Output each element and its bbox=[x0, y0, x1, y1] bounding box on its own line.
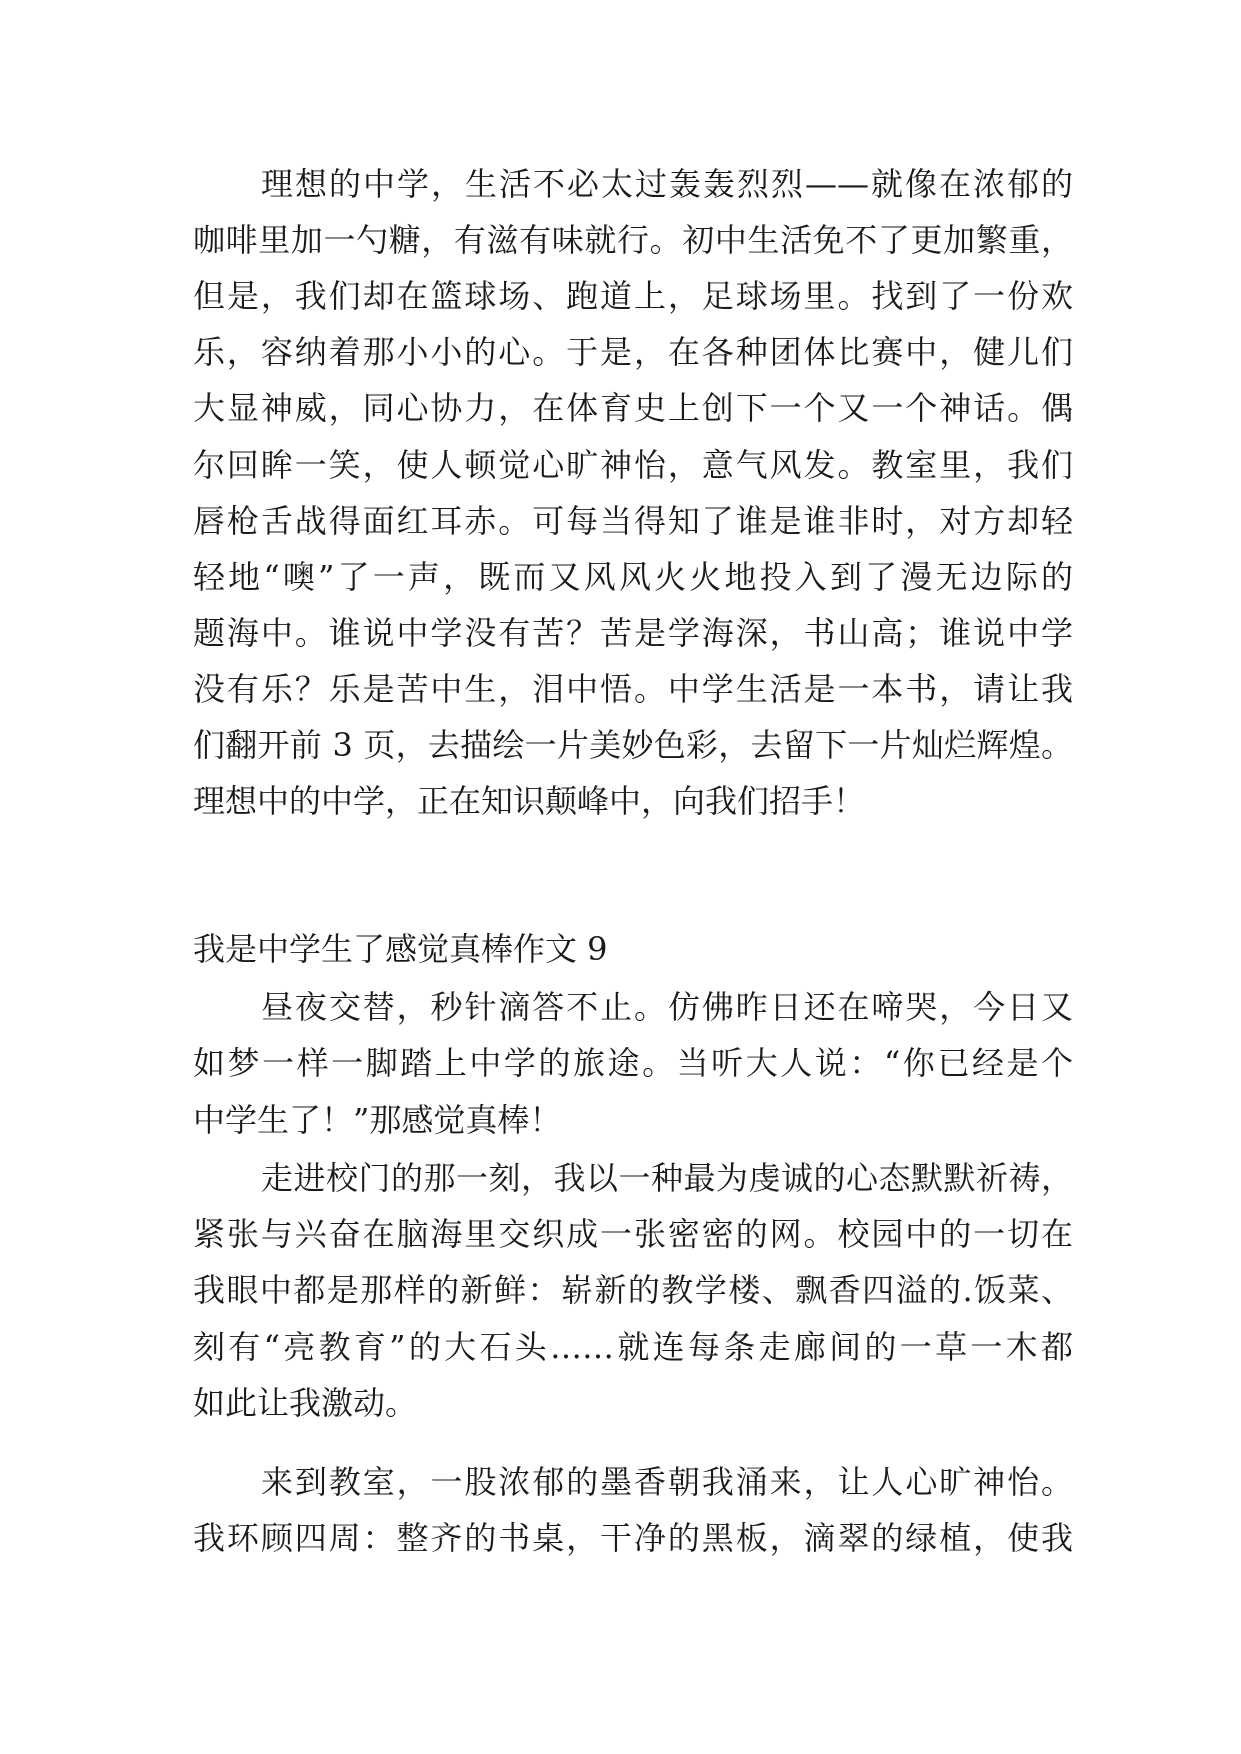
paragraph-line: 我环顾四周：整齐的书桌，干净的黑板，滴翠的绿植，使我 bbox=[193, 1519, 1073, 1557]
paragraph-line: 没有乐？乐是苦中生，泪中悟。中学生活是一本书，请让我 bbox=[193, 670, 1073, 708]
paragraph-line: 理想的中学，生活不必太过轰轰烈烈——就像在浓郁的 bbox=[261, 165, 1073, 203]
paragraph-line: 中学生了！”那感觉真棒！ bbox=[193, 1101, 562, 1139]
paragraph-line: 来到教室，一股浓郁的墨香朝我涌来，让人心旷神怡。 bbox=[261, 1463, 1073, 1501]
paragraph-line: 乐，容纳着那小小的心。于是，在各种团体比赛中，健儿们 bbox=[193, 333, 1073, 371]
paragraph-line: 理想中的中学，正在知识颠峰中，向我们招手！ bbox=[193, 782, 866, 820]
section-heading: 我是中学生了感觉真棒作文 9 bbox=[193, 930, 608, 968]
paragraph-line: 们翻开前 3 页，去描绘一片美妙色彩，去留下一片灿烂辉煌。 bbox=[193, 726, 1073, 764]
paragraph-line: 昼夜交替，秒针滴答不止。仿佛昨日还在啼哭，今日又 bbox=[261, 988, 1073, 1026]
paragraph-line: 如梦一样一脚踏上中学的旅途。当听大人说：“你已经是个 bbox=[193, 1044, 1073, 1082]
paragraph-line: 大显神威，同心协力，在体育史上创下一个又一个神话。偶 bbox=[193, 389, 1073, 427]
paragraph-line: 紧张与兴奋在脑海里交织成一张密密的网。校园中的一切在 bbox=[193, 1215, 1073, 1253]
paragraph-line: 尔回眸一笑，使人顿觉心旷神怡，意气风发。教室里，我们 bbox=[193, 446, 1073, 484]
paragraph-line: 如此让我激动。 bbox=[193, 1384, 418, 1422]
paragraph-line: 我眼中都是那样的新鲜：崭新的教学楼、飘香四溢的.饭菜、 bbox=[193, 1271, 1073, 1309]
paragraph-line: 轻地“噢”了一声，既而又风风火火地投入到了漫无边际的 bbox=[193, 558, 1073, 596]
paragraph-line: 题海中。谁说中学没有苦？苦是学海深，书山高；谁说中学 bbox=[193, 614, 1073, 652]
paragraph-line: 咖啡里加一勺糖，有滋有味就行。初中生活免不了更加繁重， bbox=[193, 221, 1073, 259]
paragraph-line: 但是，我们却在篮球场、跑道上，足球场里。找到了一份欢 bbox=[193, 277, 1073, 315]
paragraph-line: 刻有“亮教育”的大石头……就连每条走廊间的一草一木都 bbox=[193, 1328, 1073, 1366]
paragraph-line: 走进校门的那一刻，我以一种最为虔诚的心态默默祈祷， bbox=[261, 1159, 1073, 1197]
paragraph-line: 唇枪舌战得面红耳赤。可每当得知了谁是谁非时，对方却轻 bbox=[193, 502, 1073, 540]
